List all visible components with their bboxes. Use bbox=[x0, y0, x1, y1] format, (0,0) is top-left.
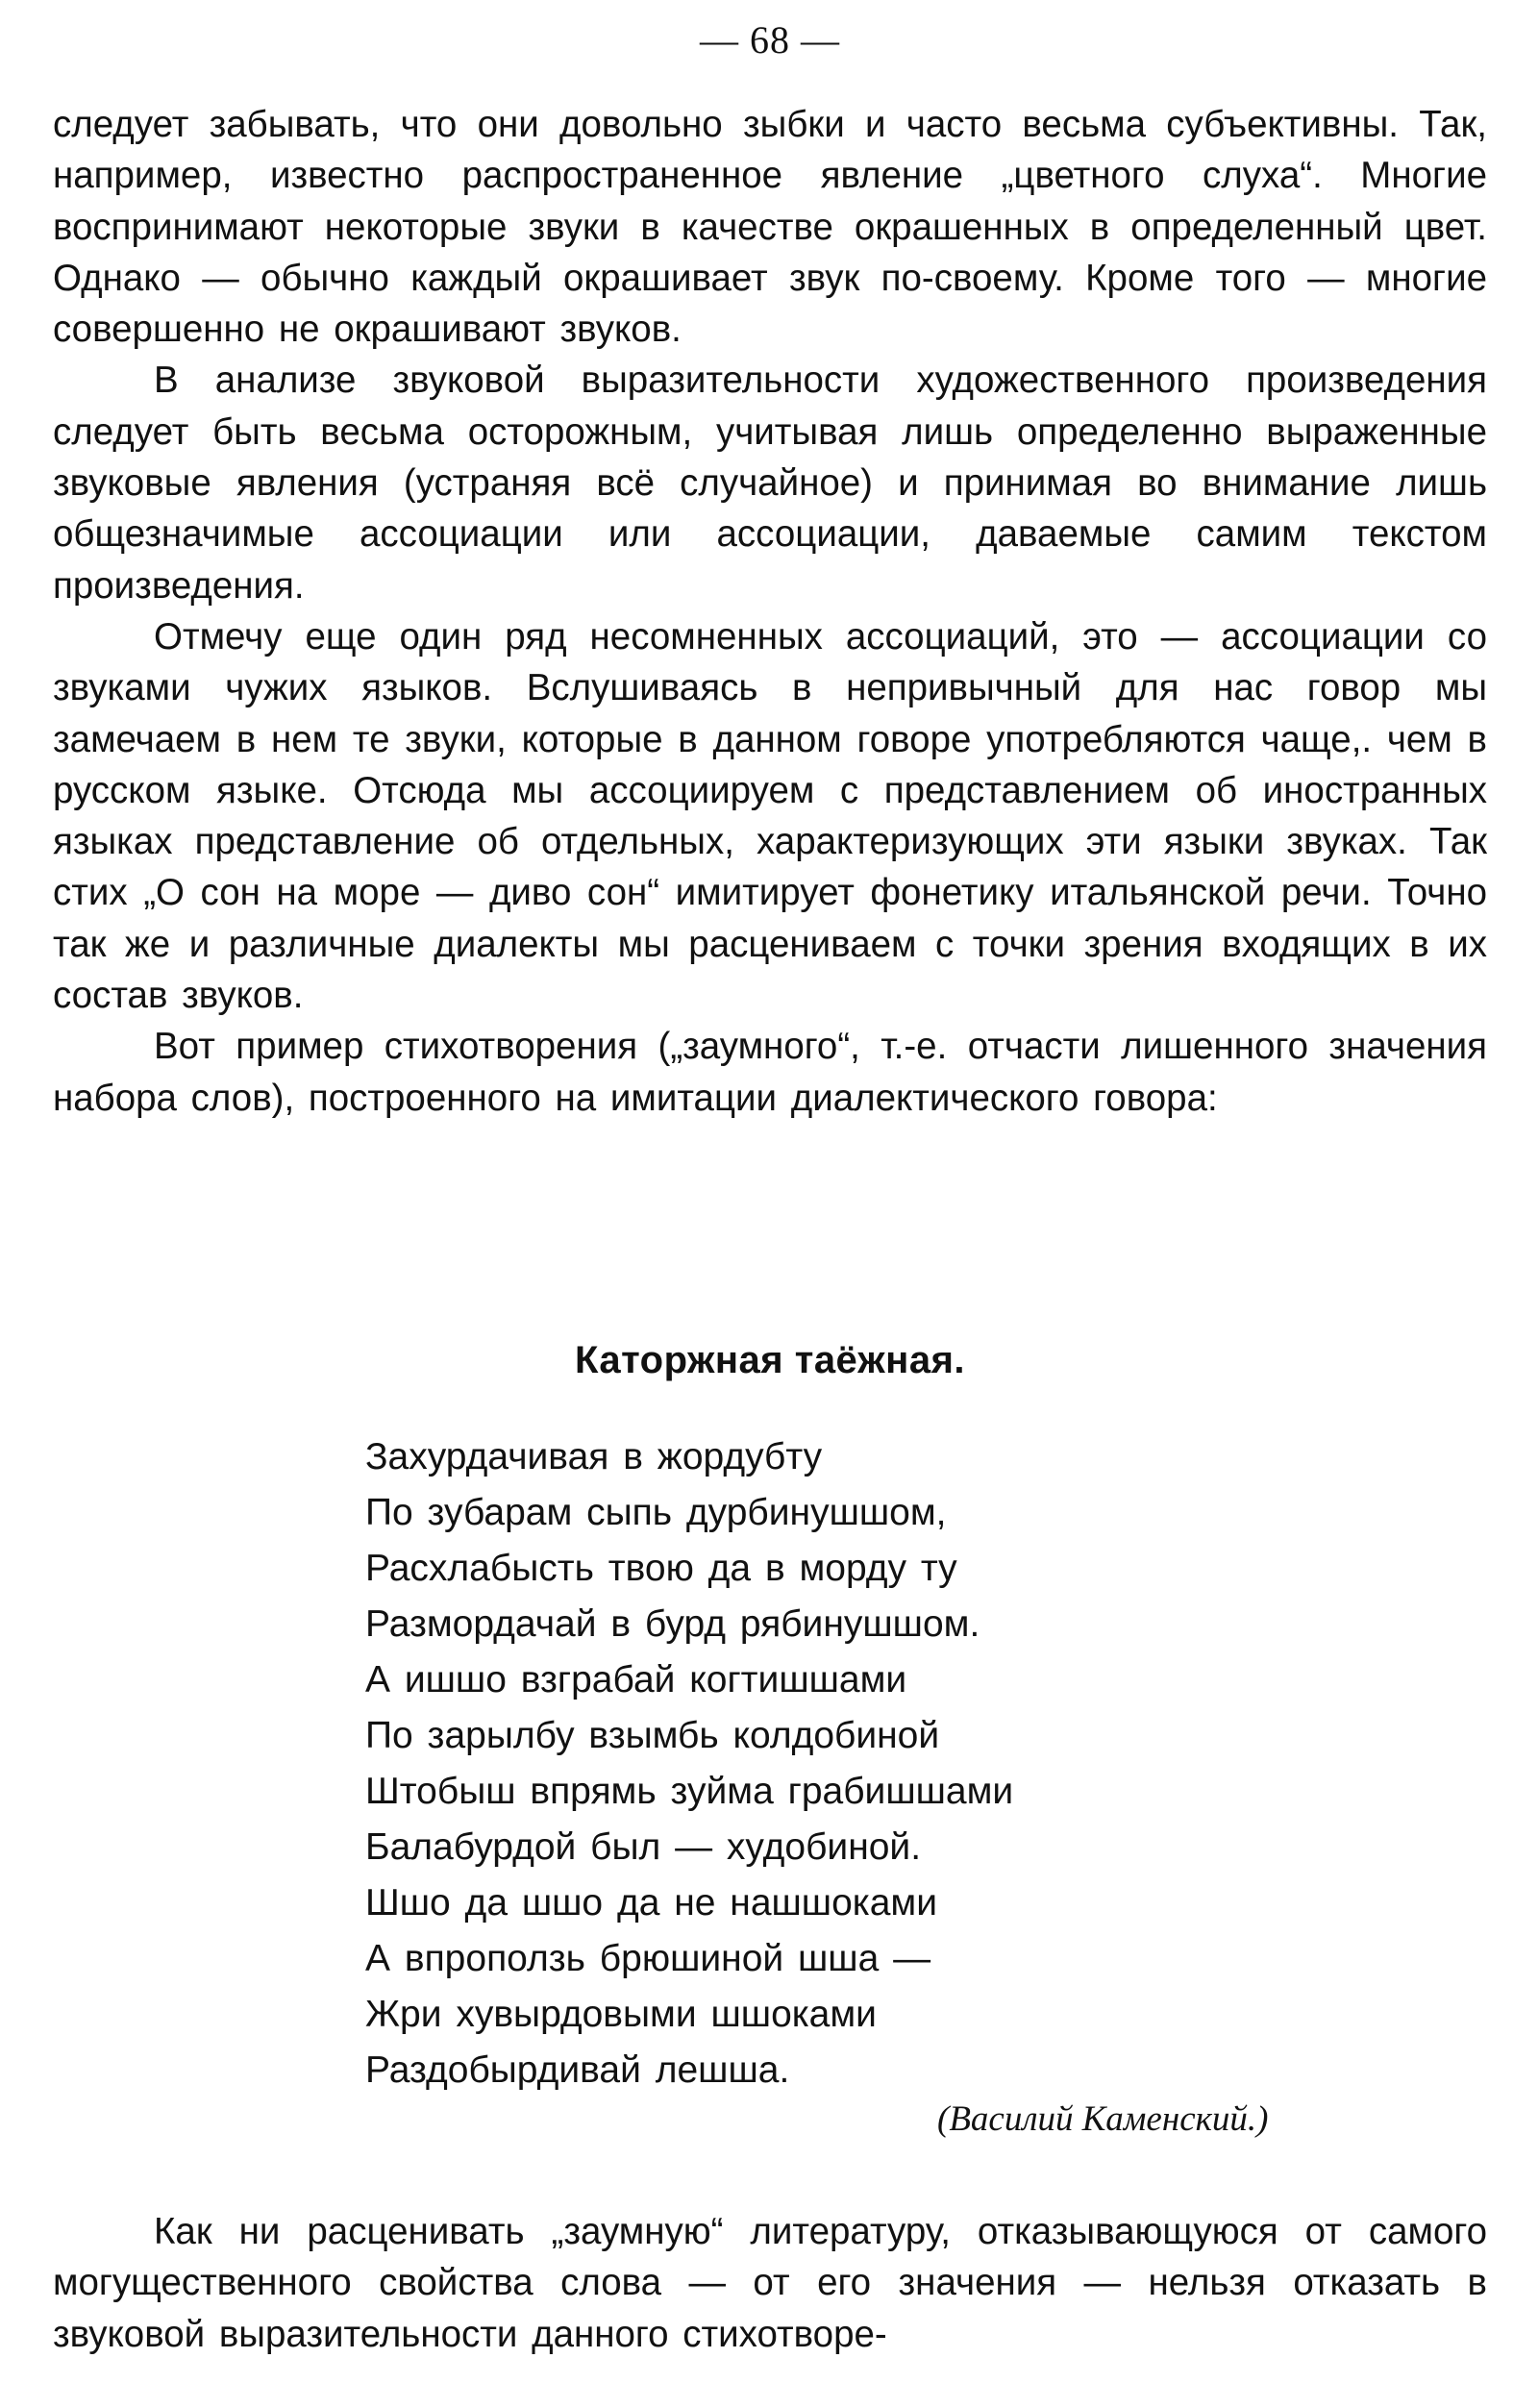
poem-title: Каторжная таёжная. bbox=[574, 1339, 966, 1381]
poem-line: Балабурдой был — худобиной. bbox=[365, 1826, 922, 1868]
paragraph-5: Как ни расценивать „заумную“ литературу, отказывающуюся от самого могущественного свойства слова — от его значения — нельзя отказать в звуковой выразительности данного стихотворе- bbox=[53, 2211, 1487, 2355]
book-page bbox=[53, 0, 1487, 2408]
paragraph-3: Отмечу еще один ряд несомненных ассоциаций, это — ассоциации со звуками чужих языков. Вслушиваясь в непривычный для нас говор мы замечаем в нем те звуки, которые в данном говоре употребляются чаще,. чем в русском языке. Отсюда мы ассоциируем с представлением об иностранных языках представление об отдельных, характеризующих эти языки звуках. Так стих „О сон на море — диво сон“ имитирует фонетику итальянской речи. Точно так же и различные диалекты мы расцениваем с точки зрения входящих в их состав звуков. bbox=[53, 615, 1487, 1017]
paragraph-4: Вот пример стихотворения („заумного“, т.-е. отчасти лишенного значения набора слов), построенного на имитации диалектического говора: bbox=[53, 1026, 1487, 1119]
poem-author: (Василий Каменский.) bbox=[937, 2099, 1269, 2139]
poem-line: Раздобырдивай лешша. bbox=[365, 2049, 790, 2091]
poem-line: Расхлабысть твою да в морду ту bbox=[365, 1548, 957, 1589]
poem-line: Жри хувырдовыми шшоками bbox=[365, 1994, 877, 2035]
main-text bbox=[53, 99, 1487, 1124]
poem-line: Штобыш впрямь зуйма грабишшами bbox=[365, 1771, 1014, 1812]
poem-line: Захурдачивая в жордубту bbox=[365, 1436, 823, 1477]
paragraph-1: следует забывать, что они довольно зыбки и часто весьма субъективны. Так, например, известно распространенное явление „цветного слуха“. Многие воспринимают некоторые звуки в качестве окрашенных в определенный цвет. Однако — обычно каждый окрашивает звук по-своему. Кроме того — многие совершенно не окрашивают звуков. bbox=[53, 104, 1487, 351]
page-number: — 68 — bbox=[700, 18, 840, 62]
poem-line: А ишшо взграбай когтишшами bbox=[365, 1659, 907, 1700]
poem-line: Размордачай в бурд рябинушшом. bbox=[365, 1603, 980, 1645]
poem-line: По зарылбу взымбь колдобиной bbox=[365, 1715, 940, 1756]
poem-line: По зубарам сыпь дурбинушшом, bbox=[365, 1492, 947, 1533]
poem bbox=[365, 1429, 1230, 2098]
poem-line: А впроползь брюшиной шша — bbox=[365, 1938, 931, 1979]
poem-line: Шшо да шшо да не нашшоками bbox=[365, 1882, 937, 1924]
closing-text bbox=[53, 2206, 1487, 2360]
paragraph-2: В анализе звуковой выразительности художественного произведения следует быть весьма осторожным, учитывая лишь определенно выраженные звуковые явления (устраняя всё случайное) и принимая во внимание лишь общезначимые ассоциации или ассоциации, даваемые самим текстом произведения. bbox=[53, 360, 1487, 607]
